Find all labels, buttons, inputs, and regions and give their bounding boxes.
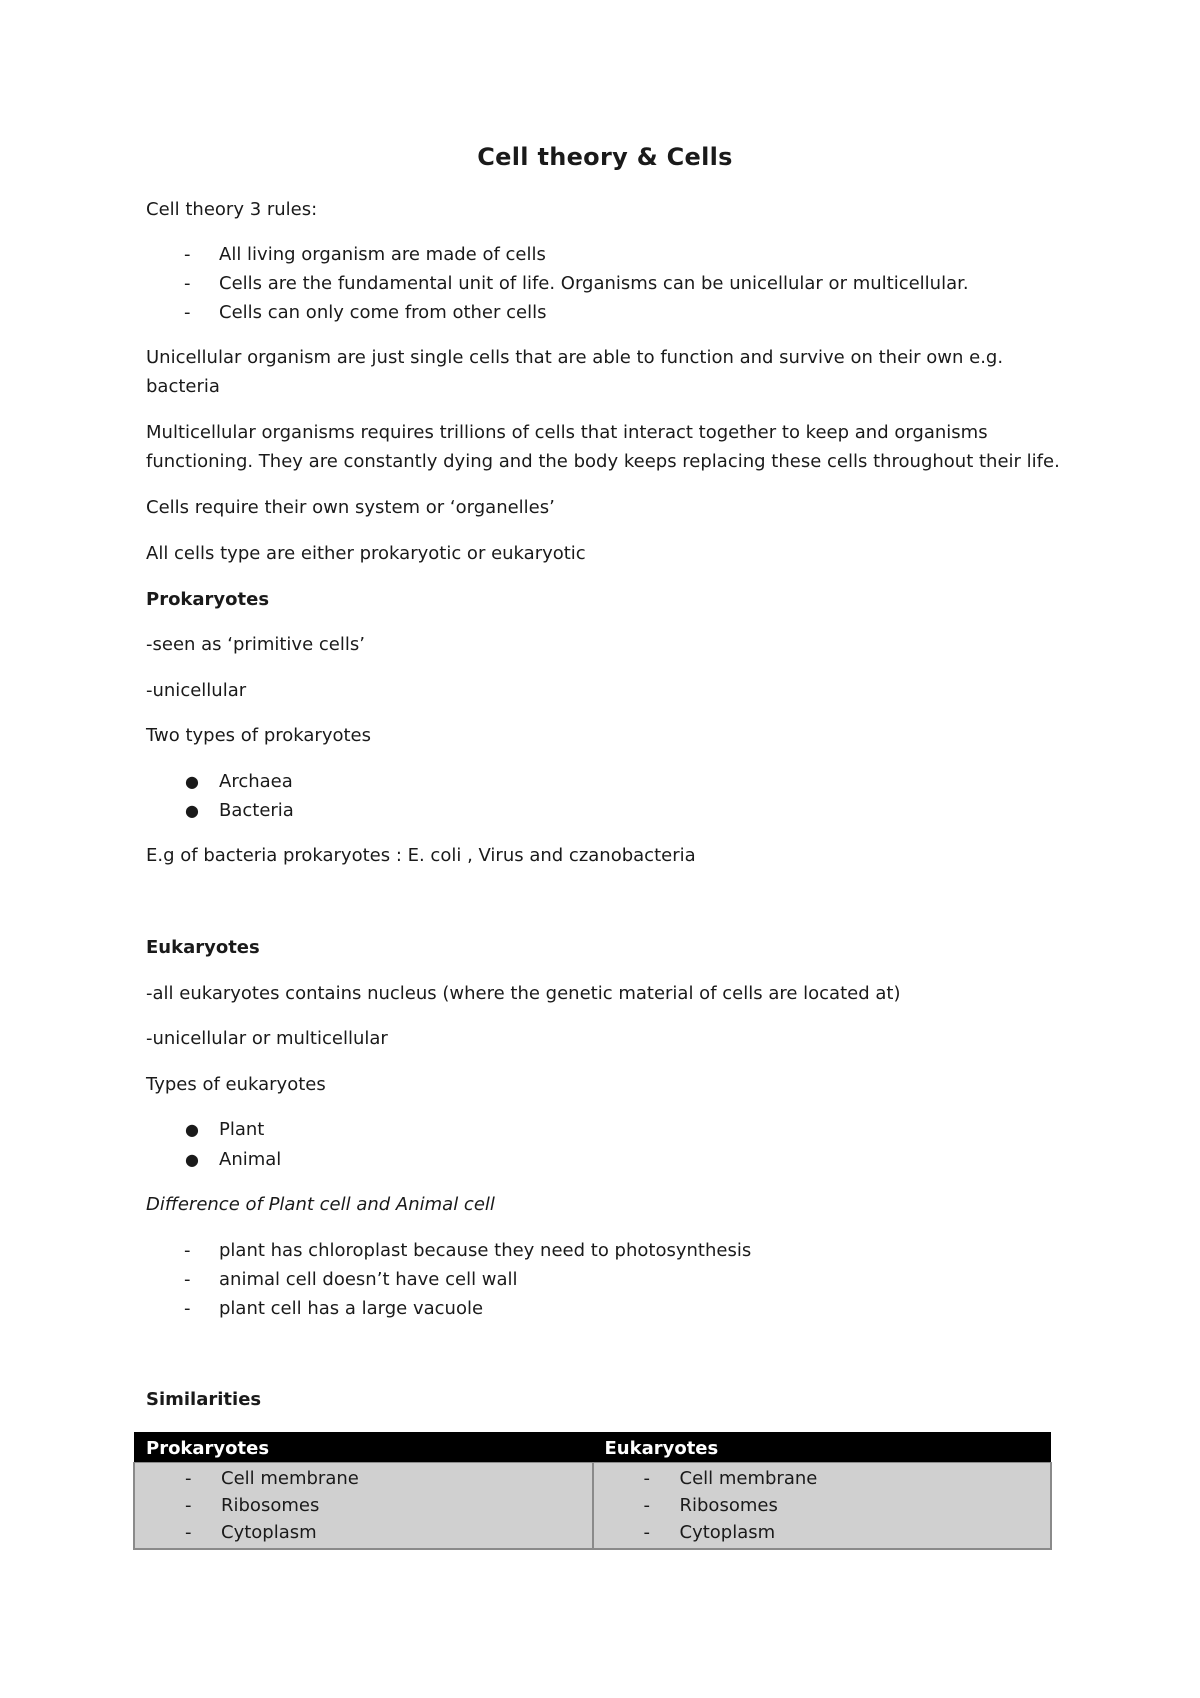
prokaryotes-heading: Prokaryotes (146, 589, 270, 610)
dash-marker: - (184, 244, 191, 265)
type-text: Archaea (219, 771, 293, 792)
cell-text: Cell membrane (679, 1468, 818, 1489)
dash-marker: - (184, 302, 191, 323)
dash-marker: - (643, 1468, 650, 1489)
difference-text: plant has chloroplast because they need to photosynthesis (219, 1240, 752, 1261)
eukaryotes-types-label: Types of eukaryotes (146, 1074, 326, 1095)
bullet-marker: ● (185, 772, 199, 791)
list-item (594, 1492, 1051, 1519)
similarities-table (133, 1432, 1052, 1550)
list-item (135, 1465, 592, 1492)
organelles-text: Cells require their own system or ‘organelles’ (146, 497, 555, 518)
difference-text: plant cell has a large vacuole (219, 1298, 484, 1319)
table-cell (593, 1463, 1052, 1550)
dash-marker: - (185, 1495, 192, 1516)
list-item (594, 1465, 1051, 1492)
prokaryotes-line: -seen as ‘primitive cells’ (146, 634, 365, 655)
dash-marker: - (185, 1468, 192, 1489)
type-text: Animal (219, 1149, 282, 1170)
cell-text: Ribosomes (221, 1495, 320, 1516)
column-header: Eukaryotes (593, 1432, 1052, 1463)
cell-text: Ribosomes (679, 1495, 778, 1516)
eukaryotes-line: -all eukaryotes contains nucleus (where the genetic material of cells are located at) (146, 983, 901, 1004)
bullet-marker: ● (185, 1120, 199, 1139)
prokaryotes-example: E.g of bacteria prokaryotes : E. coli , Virus and czanobacteria (146, 845, 696, 866)
list-item (594, 1519, 1051, 1546)
rule-text: Cells can only come from other cells (219, 302, 547, 323)
dash-marker: - (184, 273, 191, 294)
difference-text: animal cell doesn’t have cell wall (219, 1269, 518, 1290)
rule-text: Cells are the fundamental unit of life. Organisms can be unicellular or multicellular. (219, 273, 969, 294)
cell-text: Cytoplasm (221, 1522, 317, 1543)
type-text: Plant (219, 1119, 265, 1140)
bullet-marker: ● (185, 801, 199, 820)
list-item (135, 1519, 592, 1546)
prokaryotes-types-label: Two types of prokaryotes (146, 725, 372, 746)
dash-marker: - (643, 1522, 650, 1543)
cell-text: Cell membrane (221, 1468, 359, 1489)
dash-marker: - (643, 1495, 650, 1516)
table-header-row (134, 1432, 1051, 1463)
prokaryotes-line: -unicellular (146, 680, 247, 701)
page-title: Cell theory & Cells (477, 143, 733, 171)
dash-marker: - (184, 1240, 191, 1261)
dash-marker: - (184, 1269, 191, 1290)
rule-text: All living organism are made of cells (219, 244, 546, 265)
unicellular-paragraph: Unicellular organism are just single cells that are able to function and survive on their own e.g. bacteria (146, 347, 1004, 397)
list-item (135, 1492, 592, 1519)
dash-marker: - (184, 1298, 191, 1319)
similarities-heading: Similarities (146, 1389, 262, 1410)
table-row (134, 1463, 1051, 1550)
difference-heading: Difference of Plant cell and Animal cell (146, 1194, 495, 1215)
cell-text: Cytoplasm (679, 1522, 776, 1543)
type-text: Bacteria (219, 800, 294, 821)
table-cell (134, 1463, 593, 1550)
intro-text: Cell theory 3 rules: (146, 199, 318, 220)
bullet-marker: ● (185, 1150, 199, 1169)
column-header: Prokaryotes (134, 1432, 593, 1463)
dash-marker: - (185, 1522, 192, 1543)
eukaryotes-heading: Eukaryotes (146, 937, 260, 958)
eukaryotes-line: -unicellular or multicellular (146, 1028, 388, 1049)
multicellular-paragraph: Multicellular organisms requires trillions of cells that interact together to keep and organisms functioning. They are constantly dying and the body keeps replacing these cells throughout their life. (146, 422, 1060, 472)
cell-types-text: All cells type are either prokaryotic or eukaryotic (146, 543, 586, 564)
